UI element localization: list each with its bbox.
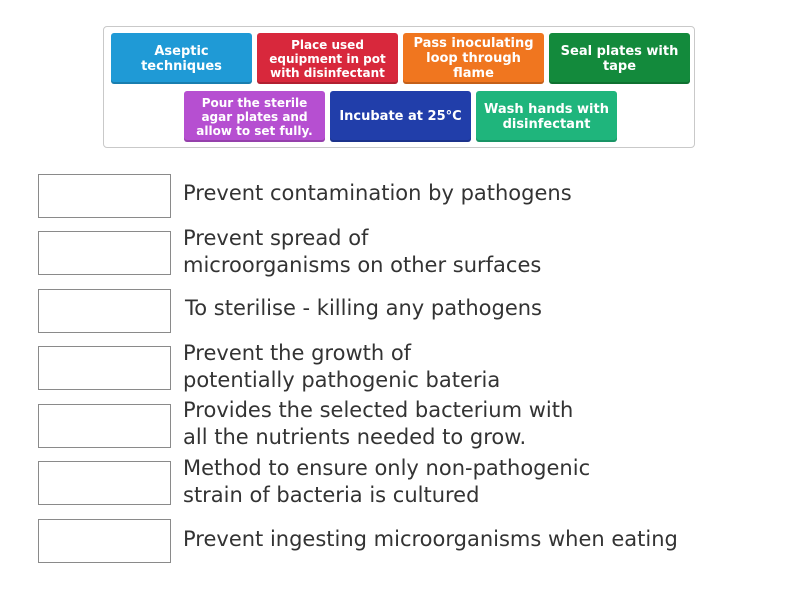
description-line: potentially pathogenic bateria xyxy=(183,368,501,392)
tile-wash-hands[interactable]: Wash hands with disinfectant xyxy=(476,91,617,142)
description-line: Prevent spread of xyxy=(183,226,369,250)
drop-slot-7[interactable] xyxy=(38,519,171,563)
description-line: all the nutrients needed to grow. xyxy=(183,425,527,449)
tile-aseptic-techniques[interactable]: Aseptic techniques xyxy=(111,33,252,84)
description-line: Prevent the growth of xyxy=(183,341,412,365)
description-line: To sterilise - killing any pathogens xyxy=(185,296,542,320)
tile-bank xyxy=(103,26,695,148)
description-line: Prevent ingesting microorganisms when eating xyxy=(183,527,678,551)
description-6 xyxy=(183,455,590,509)
tile-place-used-equipment[interactable]: Place used equipment in pot with disinfectant xyxy=(257,33,398,84)
tile-seal-plates[interactable]: Seal plates with tape xyxy=(549,33,690,84)
description-4 xyxy=(183,340,500,394)
tile-incubate[interactable]: Incubate at 25°C xyxy=(330,91,471,142)
drop-slot-6[interactable] xyxy=(38,461,171,505)
tile-pass-inoculating-loop[interactable]: Pass inoculating loop through flame xyxy=(403,33,544,84)
description-line: Method to ensure only non-pathogenic xyxy=(183,456,591,480)
drop-slot-2[interactable] xyxy=(38,231,171,275)
description-line: Provides the selected bacterium with xyxy=(183,398,574,422)
description-5 xyxy=(183,397,573,451)
description-line: Prevent contamination by pathogens xyxy=(183,181,572,205)
drop-slot-5[interactable] xyxy=(38,404,171,448)
description-line: strain of bacteria is cultured xyxy=(183,483,480,507)
drop-slot-1[interactable] xyxy=(38,174,171,218)
description-1 xyxy=(183,180,572,207)
drop-slot-4[interactable] xyxy=(38,346,171,390)
drop-slot-3[interactable] xyxy=(38,289,171,333)
description-3 xyxy=(185,295,542,322)
description-2 xyxy=(183,225,541,279)
description-line: microorganisms on other surfaces xyxy=(183,253,542,277)
description-7 xyxy=(183,526,678,553)
tile-pour-agar-plates[interactable]: Pour the sterile agar plates and allow to set fully. xyxy=(184,91,325,142)
